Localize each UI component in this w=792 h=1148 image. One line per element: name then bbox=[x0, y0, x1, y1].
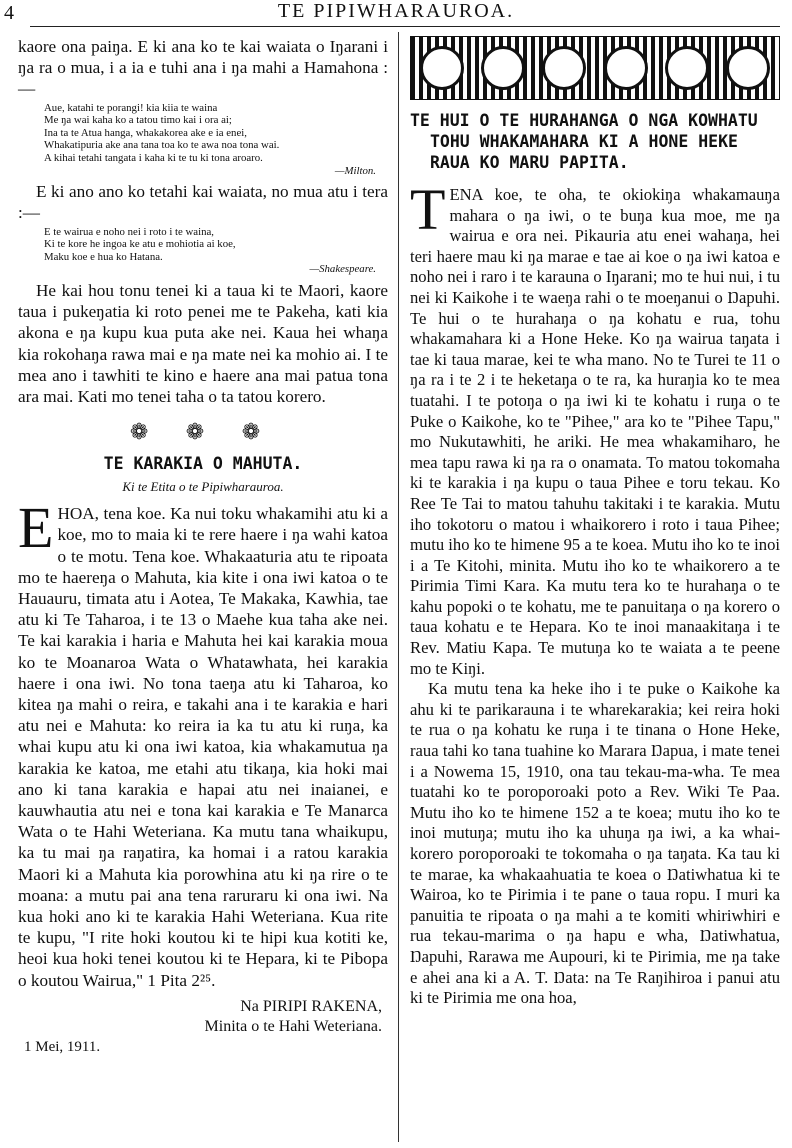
verse-line: E te wairua e noho nei i roto i te waina, bbox=[44, 225, 214, 238]
right-column bbox=[410, 36, 780, 1009]
verse-attribution: —Milton. bbox=[334, 164, 376, 177]
intro-paragraph: kaore ona paiŋa. E ki ana ko te kai waiata o Iŋarani i ŋa ra o mua, i a ia e tuhi ana i ŋa mahi a Hamahona :— bbox=[18, 37, 388, 99]
signature-title: Minita o te Hahi Weteriana. bbox=[204, 1017, 382, 1035]
masthead-title: TE PIPIWHARAUROA. bbox=[277, 0, 515, 22]
closing-paragraph: He kai hou tonu tenei ki a taua ki te Maori, kaore taua i pukeŋatia ki roto penei me te Pakeha, kati kia akona e ŋa kupu kua puta ake nei. Kaua hei whaŋa kia rokohaŋa rawa mai e ŋa mate nei ka mohio ai. I te mea ano i tawhiti te kino e haere ana mai patua tona ara mai. Kati mo tenei taha o ta tatou korero. bbox=[18, 280, 388, 406]
column-divider bbox=[398, 32, 399, 1142]
letter-text: HOA, tena koe. Ka nui toku whakamihi atu ki a koe, mo to maia ki te rere haere i ŋa wahi katoa o te motu. Tena koe. Whakaaturia atu te ripoata mo te haereŋa o Mahuta, kia kite i ona iwi katoa o te Hauauru, timata atu i Aotea, Te Makaka, Kawhia, tae atu ki Te Taharoa, i te 13 o Maehe kua taha ake nei. Te kai karakia i haria e Mahuta hei kai karakia moua ko te Moanaroa Wata o Whatawhata, hei karakia haere i ona iwi. No tona taeŋa atu ki Taharoa, ko kitea ŋa mahi o reira, e takahi ana i te karakia e hari atu nei e Mahuta: ko reira ia ka tu atu ki ruŋa, ka whai kupu atu ki ona iwi katoa, kia whakamutua ŋa karakia ke katoa, me etahi atu tikaŋa, kia hoki mai ano ki tana karakia e hapai atu nei inaianei, e kauwhautia atu nei e tona kai karakia e Te Manarca Wata o te Hahi Weteriana. Ka mutu tana whaikupu, ka tu mai ŋa raŋatira, ka homai i a ratou karakia Maori ki a Mahuta kia porowhina atu ki ŋa rire o te moana: a mutu pai ana tena raruraru ki ona iwi. Na kua hoki ano ki te karakia Hahi Weteriana. Kua rite te kupu, "I rite hoki koutou ki te hipi kua kotiti ke, heoi kua hoki tenei koutou ki te Hepara, ki te Pibopa o koutou Wairua," 1 Pita 2²⁵. bbox=[18, 504, 388, 990]
verse-milton bbox=[18, 102, 388, 178]
article-title: TE KARAKIA O MAHUTA. bbox=[103, 454, 303, 474]
drop-cap: T bbox=[410, 177, 446, 242]
letter-date: 1 Mei, 1911. bbox=[24, 1038, 101, 1055]
ornament-icon bbox=[726, 46, 770, 90]
ornament-flowers: ❁ ❁ ❁ bbox=[129, 419, 277, 445]
paragraph-text: ENA koe, te oha, te okiokiŋa whakamauŋa mahara o ŋa iwi, o te buŋa kua moe, me ŋa wairua e ora nei. Pikauria atu enei wahaŋa, hei teri haere mau ki ŋa marae e tae ai koe o ŋa iwi katoa e noho nei i raro i te karauna o Iŋarani; mo te hui nui, i tu nei ki Kaikohe i te waeŋa rahi o te moeŋanui o Ŋapuhi. Te hui o te hurahaŋa o ŋa kohatu e rua, tohu whakamahara ki a Hone Heke. Ko ŋa wairua taŋata i tae ki taua marae, kei te wha mano. No te Turei te 11 o ŋa ra i te 2 i te heketaŋa o te ra, ka huraŋia ko te mea tuatahi. I te potoŋa o ŋa iwi ki te kohatu i ruŋa o te Puke o Kaikohe, ko te "Pihee," ara ko te "Pihee Tapu," mo Nukutawhiti, he ariki. He mea whakamiharo, he mea tapu rawa ki ŋa ra o onamata. To matou tokomaha ki te karakia i ŋa kupu o taua Pihee e toru tekau. Ko Ree Te Tai to matou tahuhu takitaki i te karakia. Mutu iho tokotoru o matou i whaikorero i roto i taua Pihee; mutu iho ko te himene 95 a te koea. Mutu iho ko te inoi i a Te Kitohi, minita. Mutu iho ko te whaikorero a te Pirimia Timi Kara. Ka mutu tera ko te hurahaŋa o te kahu popoki o te kohatu, me te panuitaŋa o ŋa korero o taua kohatu e te Hepara. Ko te inoi manaakitaŋa i te Rev. Matiu Kapa. Te mutuŋa ko te waiata a te peene mo te Kiŋi. bbox=[410, 185, 780, 678]
verse-line: Me ŋa wai kaha ko a tatou timo kai i ora ai; bbox=[44, 114, 232, 127]
verse-line: Aue, katahi te porangi! kia kiia te waina bbox=[44, 101, 218, 114]
left-column bbox=[18, 36, 388, 1056]
header-rule bbox=[30, 26, 780, 27]
verse-line: Ki te kore he ingoa ke atu e mohiotia ai koe, bbox=[44, 238, 236, 251]
page-number: 4 bbox=[4, 2, 14, 24]
verse-attribution: —Shakespeare. bbox=[309, 263, 376, 276]
ornament-icon bbox=[604, 46, 648, 90]
mid-paragraph: E ki ano ano ko tetahi kai waiata, no mua atu i tera :— bbox=[18, 182, 388, 223]
ornament-icon bbox=[665, 46, 709, 90]
verse-line: Maku koe e hua ko Hatana. bbox=[44, 250, 163, 263]
ornament-icon bbox=[542, 46, 586, 90]
verse-line: Whakatipuria ake ana tana toa ko te awa noa tona wai. bbox=[44, 139, 280, 152]
article-subtitle: Ki te Etita o te Pipiwharauroa. bbox=[122, 479, 284, 495]
article-title: TE HUI O TE HURAHANGA O NGA KOWHATU TOHU WHAKAMAHARA KI A HONE HEKE RAUA KO MARU PAPITA. bbox=[410, 111, 758, 172]
drop-cap: E bbox=[18, 495, 54, 561]
verse-line: Ina ta te Atua hanga, whakakorea ake e ia enei, bbox=[44, 126, 247, 139]
ornamental-band bbox=[410, 36, 780, 100]
ornament-icon bbox=[420, 46, 464, 90]
ornament-icon bbox=[481, 46, 525, 90]
article-paragraph bbox=[410, 177, 780, 679]
verse-shakespeare bbox=[18, 226, 388, 276]
verse-line: A kihai tetahi tangata i kaha ki te tu ki tona aroaro. bbox=[44, 151, 263, 164]
article-paragraph: Ka mutu tena ka heke iho i te puke o Kaikohe ka ahu ki te parikarauna i te wharekarakia; kei reira hoki te rua o ŋa kohatu ke ruŋa i te tinana o Hone Heke, raua tahi ko tana tuahine ko Marara Ŋapua, i mate tenei i a Nowema 15, 1910, ona tau tekau-ma-wha. Te mea tuatahi ko te poroporoaki poto a Rev. Wiki Te Paa. Mutu iho ko te himene 152 a te koea; mutu iho ko te inoi mutuŋa; mutu iho ka uhuŋa ŋa iwi, a ka whai-korero poroporoaki te tokomaha o ŋa taŋata. Ka tau ki te marae, ka whakaahuatia te koea o Ŋatiwhatua ki te Wairoa, ko te Pirimia i te pane o taua ropu. I muri ka panuitia te ripoata o ŋa mahi a te komiti whiriwhiri e rua tekau-marima o ŋa hapu e wha, Ŋatiwhatua, Ŋapuhi, Rarawa me Aupouri, ki te Pirimia, me ŋa take e ahei ana ki a A. T. Ŋata: na Te Raŋihiroa i panui atu ki te Pirimia me ona hoa, bbox=[410, 679, 780, 1008]
letter-body bbox=[18, 495, 388, 991]
page-header bbox=[0, 0, 792, 26]
signature-name: Na PIRIPI RAKENA, bbox=[240, 997, 382, 1015]
